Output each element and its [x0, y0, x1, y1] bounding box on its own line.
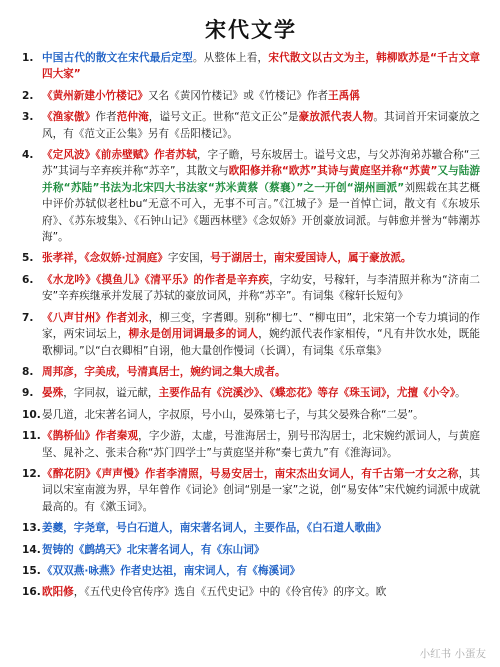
item-number: 15. — [22, 564, 41, 577]
text-segment: ，婉约派代表作家相传，“凡有井饮水处，既能歌柳词。”以“白衣卿相”自诩，他大量创作慢词（长调），有词集《乐章集》 — [42, 328, 480, 357]
text-segment: ，柳三变，字耆卿。别称“柳七”、“柳屯田”，北宋第一个专力填词的作家，两宋词坛上， — [42, 311, 480, 341]
watermark: 小红书 小蛋友 — [419, 648, 486, 660]
item-text — [42, 310, 480, 359]
text-segment: ，字幼安，号稼轩，与李清照并称为“济南二安”辛弃疾继承并发展了苏轼的豪放词风，并称“苏辛”。有词集《稼轩长短句》 — [42, 273, 480, 303]
item-number: 5. — [22, 252, 34, 265]
item-number: 9. — [22, 387, 34, 400]
text-segment: 《渔家傲》 — [42, 111, 96, 124]
item-text — [42, 385, 480, 401]
text-segment: ，字少游，太虚，号淮海居士，别号邗沟居士，北宋婉约派词人，与黄庭坚、晁补之、张耒合称“苏门四学士”与黄庭坚并称“秦七黄九”有《淮海词》。 — [42, 430, 481, 459]
text-segment: 。其词首开宋词豪放之风，有《范文正公集》另有《岳阳楼记》。 — [42, 111, 481, 140]
list-item — [22, 407, 480, 423]
text-segment: 贺铸的《鹧鸪天》北宋著名词人，有《东山词》 — [42, 543, 265, 556]
item-number: 3. — [22, 111, 34, 124]
item-text — [42, 520, 480, 536]
text-segment: 《定风波》《前赤壁赋》作者苏轼 — [42, 149, 197, 162]
text-segment: 柳永是创用词调最多的词人 — [128, 328, 259, 341]
list-item — [22, 250, 480, 266]
text-segment: ，谥号文正。世称“范文正公”是 — [148, 111, 299, 124]
item-list — [22, 50, 480, 601]
text-segment: ，其词以宋室南渡为界，早年曾作《词论》创词“别是一家”之说，创“易安体”宋代婉约词派中成就最高的。有《漱玉词》。 — [42, 467, 481, 513]
list-item — [22, 147, 480, 245]
text-segment: 《八声甘州》作者刘永 — [42, 311, 149, 324]
item-number: 1. — [22, 52, 34, 64]
item-text — [42, 364, 480, 380]
text-segment: ，《五代史伶官传序》选自《五代史记》中的《伶官传》的序文。欧 — [73, 586, 387, 599]
list-item — [22, 310, 480, 359]
text-segment: ，字子瞻，号东坡居士。谥号文忠，与父苏洵弟苏辙合称“三苏”其词与辛弃疾并称“苏辛”，其散文与 — [42, 149, 480, 178]
text-segment: 《黄州新建小竹楼记》 — [42, 89, 148, 102]
item-number: 4. — [22, 149, 34, 162]
list-item — [22, 109, 480, 142]
item-number: 12. — [22, 467, 41, 480]
item-number: 13. — [22, 522, 41, 535]
text-segment: 。从整体上看， — [192, 52, 269, 64]
text-segment: 中国古代的散文在宋代最后定型 — [42, 52, 193, 64]
text-segment: 豪放派代表人物 — [298, 111, 374, 124]
item-number: 8. — [22, 365, 34, 378]
list-item — [22, 88, 480, 104]
list-item — [22, 272, 480, 305]
text-segment: 作者 — [95, 111, 117, 124]
item-number: 10. — [22, 408, 41, 421]
item-text — [42, 428, 480, 461]
item-text — [42, 250, 480, 266]
text-segment: 又名《黄冈竹楼记》或《竹楼记》作者 — [147, 89, 329, 102]
item-text — [42, 50, 480, 83]
item-number: 14. — [22, 543, 41, 556]
list-item — [22, 385, 480, 401]
list-item — [22, 563, 480, 579]
item-number: 6. — [22, 273, 34, 286]
item-number: 11. — [22, 430, 41, 443]
text-segment: 晏殊 — [42, 387, 64, 400]
text-segment: 周邦彦，字美成，号清真居士，婉约词之集大成者。 — [42, 365, 286, 378]
text-segment: 号于湖居士，南宋爱国诗人，属于豪放派。 — [210, 252, 412, 265]
list-item — [22, 584, 480, 600]
item-text — [42, 147, 480, 245]
text-segment: ，字同叔，谥元献， — [63, 387, 159, 400]
item-number: 7. — [22, 311, 34, 324]
item-number: 2. — [22, 89, 34, 102]
text-segment: 《醉花阴》《声声慢》作者李清照，号易安居士，南宋杰出女词人，有千古第一才女之称 — [42, 467, 459, 480]
text-segment: 张孝祥，《念奴娇·过洞庭》 — [42, 252, 168, 265]
item-text — [42, 407, 480, 423]
text-segment: 范仲淹 — [116, 111, 149, 124]
item-text — [42, 272, 480, 305]
text-segment: 《鹊桥仙》作者秦观 — [42, 430, 139, 443]
item-text — [42, 109, 480, 142]
text-segment: 王禹偁 — [328, 89, 360, 102]
list-item — [22, 428, 480, 461]
item-number: 16. — [22, 586, 41, 599]
text-segment: 《双双燕·咏燕》作者史达祖，南宋词人，有《梅溪词》 — [42, 564, 301, 577]
document-title: 宋代文学 — [205, 18, 297, 42]
text-segment: 主要作品有《浣溪沙》、《蝶恋花》等存《珠玉词》，尤擅《小令》 — [158, 387, 456, 400]
list-item — [22, 466, 480, 515]
list-item — [22, 364, 480, 380]
text-segment: 字安国， — [167, 252, 211, 265]
text-segment: 刘熙载在其艺概中评价苏轼似老杜bu“无意不可入，无事不可言。”《江城子》是一首悼亡词，散文有《东坡乐府》、《苏东坡集》、《石钟山记》《题西林壁》《念奴娇》开创豪放词派。与韩愈并誉为“韩潮苏海”。 — [42, 181, 480, 244]
list-item — [22, 542, 480, 558]
text-segment: 又与陆游并称“苏陆”书法为北宋四大书法家“苏米黄蔡（蔡襄）”之一开创“湖州画派” — [42, 165, 480, 194]
list-item — [22, 50, 480, 83]
list-item — [22, 520, 480, 536]
item-text — [42, 584, 480, 600]
item-text — [42, 88, 480, 104]
text-segment: 欧阳修并称“欧苏”其诗与黄庭坚并称“苏黄” — [228, 165, 438, 178]
text-segment: 宋代散文以古文为主，韩柳欧苏是“千古文章四大家” — [42, 52, 481, 81]
text-segment: 晏几道，北宋著名词人，字叔原，号小山，晏殊第七子，与其父晏殊合称“二晏”。 — [42, 408, 424, 421]
item-text — [42, 542, 480, 558]
text-segment: 欧阳修 — [42, 586, 74, 599]
text-segment: 。 — [455, 387, 466, 400]
item-text — [42, 563, 480, 579]
text-segment: 《水龙吟》《摸鱼儿》《清平乐》的作者是辛弃疾 — [42, 273, 270, 286]
item-text — [42, 466, 480, 515]
text-segment: 姜夔，字尧章，号白石道人，南宋著名词人，主要作品，《白石道人歌曲》 — [42, 522, 387, 535]
